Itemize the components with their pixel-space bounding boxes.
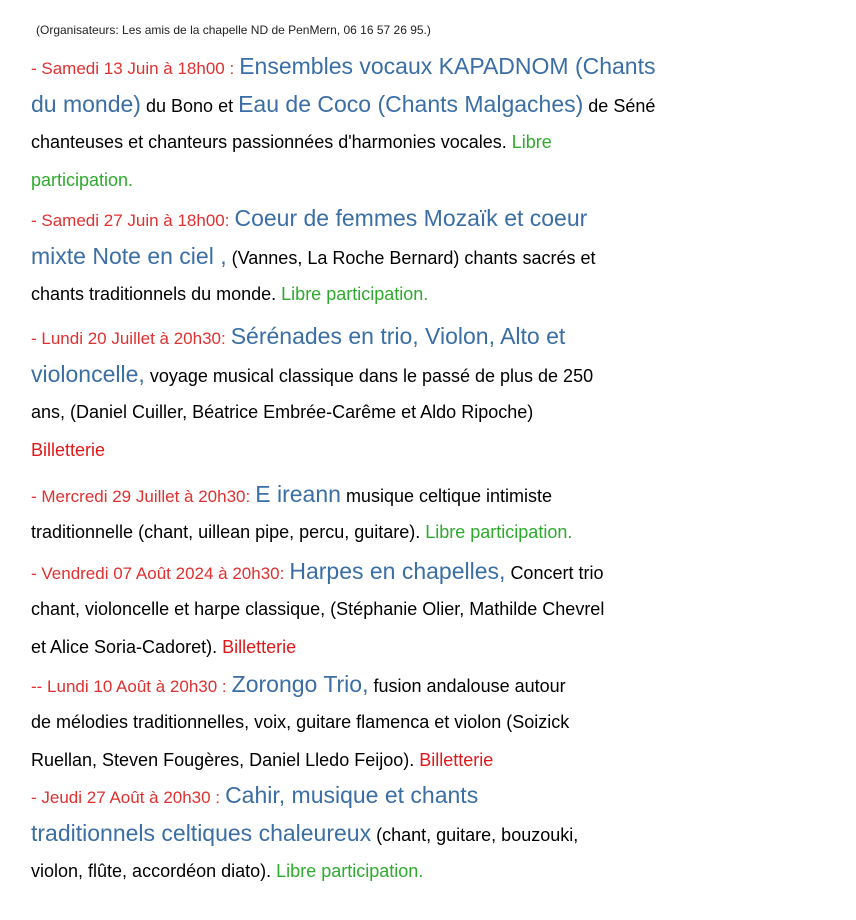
event-date: - Vendredi 07 Août 2024 à 20h30: <box>31 564 285 583</box>
event-line <box>31 275 821 313</box>
event-description: voyage musical classique dans le passé de plus de 250 <box>149 366 594 386</box>
event-title: mixte Note en ciel , <box>31 243 227 269</box>
event-description: chanteuses et chanteurs passionnées d'harmonies vocales. <box>31 132 507 152</box>
event-description: musique celtique intimiste <box>345 486 553 506</box>
event-description: (Vannes, La Roche Bernard) chants sacrés et <box>231 248 596 268</box>
event-date: - Mercredi 29 Juillet à 20h30: <box>31 487 251 506</box>
billetterie-link[interactable]: Billetterie <box>31 440 106 460</box>
event-title: Cahir, musique et chants <box>225 782 479 808</box>
event-line <box>31 355 821 393</box>
event-line <box>31 741 821 779</box>
event-description: chants traditionnels du monde. <box>31 284 277 304</box>
event-description: et Alice Soria-Cadoret). <box>31 637 218 657</box>
event-description: ans, (Daniel Cuiller, Béatrice Embrée-Carême et Aldo Ripoche) <box>31 402 534 422</box>
event-4 <box>31 475 821 551</box>
event-date: - Jeudi 27 Août à 20h30 : <box>31 788 221 807</box>
event-description: fusion andalouse autour <box>373 676 566 696</box>
event-title: violoncelle, <box>31 361 145 387</box>
event-line <box>31 590 821 628</box>
libre-participation-label: Libre participation. <box>281 284 429 304</box>
event-line <box>31 665 821 703</box>
event-line <box>31 628 821 666</box>
event-line <box>31 317 821 355</box>
libre-participation-label: Libre participation. <box>425 522 573 542</box>
event-line <box>31 123 821 161</box>
event-description: chant, violoncelle et harpe classique, (Stéphanie Olier, Mathilde Chevrel <box>31 599 605 619</box>
event-description: traditionnelle (chant, uillean pipe, percu, guitare). <box>31 522 421 542</box>
event-line <box>31 513 821 551</box>
event-place: du Bono <box>145 96 214 116</box>
event-title: Sérénades en trio, Violon, Alto et <box>230 323 566 349</box>
event-line <box>31 161 821 199</box>
billetterie-link[interactable]: Billetterie <box>419 750 494 770</box>
event-description: (chant, guitare, bouzouki, <box>376 825 579 845</box>
event-line <box>31 199 821 237</box>
event-description: de mélodies traditionnelles, voix, guitare flamenca et violon (Soizick <box>31 712 570 732</box>
event-description: Ruellan, Steven Fougères, Daniel Lledo Feijoo). <box>31 750 415 770</box>
event-title: E ireann <box>255 481 341 507</box>
event-place: de Séné <box>588 96 656 116</box>
event-title: Ensembles vocaux KAPADNOM (Chants <box>239 53 656 79</box>
event-line <box>31 776 821 814</box>
event-line <box>31 393 821 431</box>
event-description: Concert trio <box>510 563 604 583</box>
event-date: - Lundi 20 Juillet à 20h30: <box>31 329 226 348</box>
billetterie-link[interactable]: Billetterie <box>222 637 297 657</box>
event-3 <box>31 317 821 469</box>
event-line <box>31 475 821 513</box>
event-line <box>31 814 821 852</box>
event-2 <box>31 199 821 313</box>
event-title: Harpes en chapelles, <box>289 558 506 584</box>
event-title: Zorongo Trio, <box>231 671 369 697</box>
libre-participation-label: Libre participation. <box>276 861 424 881</box>
event-line <box>31 852 821 890</box>
event-date: -- Lundi 10 Août à 20h30 : <box>31 677 227 696</box>
event-description: violon, flûte, accordéon diato). <box>31 861 272 881</box>
event-title: traditionnels celtiques chaleureux <box>31 820 372 846</box>
event-date: - Samedi 27 Juin à 18h00: <box>31 211 230 230</box>
event-line <box>31 703 821 741</box>
event-title: Eau de Coco (Chants Malgaches) <box>238 91 584 117</box>
organizers-note: (Organisateurs: Les amis de la chapelle ND de PenMern, 06 16 57 26 95.) <box>36 23 431 37</box>
event-conjunction: et <box>218 96 234 116</box>
event-5 <box>31 552 821 666</box>
event-line <box>31 47 821 85</box>
event-line <box>31 237 821 275</box>
event-line <box>31 85 821 123</box>
libre-participation-label: Libre <box>511 132 552 152</box>
event-1 <box>31 47 821 199</box>
event-7 <box>31 776 821 890</box>
libre-participation-label: participation. <box>31 170 134 190</box>
event-title: du monde) <box>31 91 141 117</box>
event-date: - Samedi 13 Juin à 18h00 : <box>31 59 235 78</box>
event-6 <box>31 665 821 779</box>
event-line <box>31 552 821 590</box>
event-title: Coeur de femmes Mozaïk et coeur <box>234 205 588 231</box>
event-line <box>31 431 821 469</box>
